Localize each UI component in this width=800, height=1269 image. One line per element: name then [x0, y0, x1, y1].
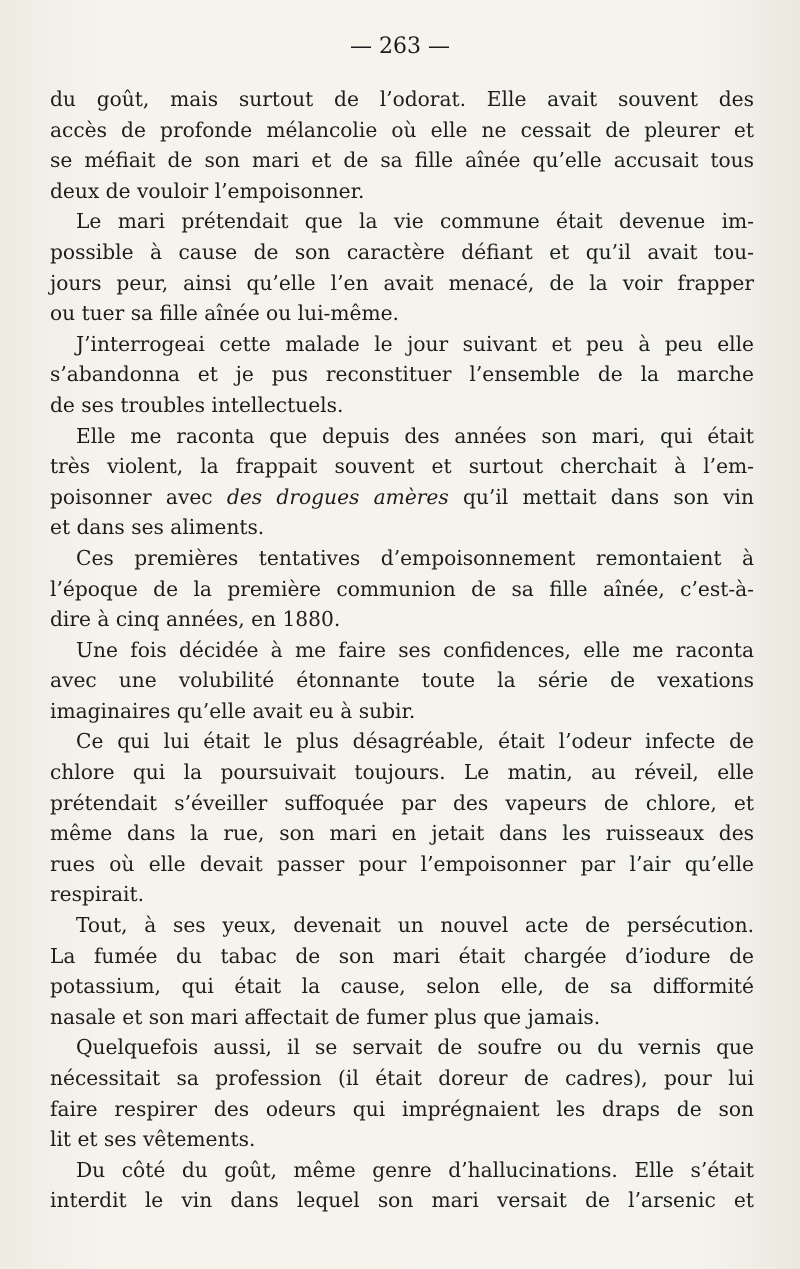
text-line: jours peur, ainsi qu’elle l’en avait menacé, de la voir frapper: [50, 270, 754, 295]
paragraph-6: [50, 635, 754, 727]
text-line: Quelquefois aussi, il se servait de soufre ou du vernis que: [76, 1035, 754, 1060]
text-line: J’interrogeai cette malade le jour suivant et peu à peu elle: [76, 331, 754, 356]
text-line: dire à cinq années, en 1880.: [50, 607, 341, 632]
text-line: deux de vouloir l’empoisonner.: [50, 178, 365, 203]
text-line: de ses troubles intellectuels.: [50, 392, 344, 417]
text-line: s’abandonna et je pus reconstituer l’ensemble de la marche: [50, 362, 754, 387]
text-line: Tout, à ses yeux, devenait un nouvel acte de persécution.: [76, 913, 754, 938]
text-run: poisonner avec: [50, 484, 227, 509]
text-line: imaginaires qu’elle avait eu à subir.: [50, 698, 416, 723]
text-line: Elle me raconta que depuis des années son mari, qui était: [76, 423, 754, 448]
text-line: accès de profonde mélancolie où elle ne cessait de pleurer et: [50, 117, 754, 142]
paragraph-2: [50, 206, 754, 328]
text-line: nécessitait sa profession (il était doreur de cadres), pour lui: [50, 1066, 754, 1090]
paragraph-8: [50, 910, 754, 1032]
italic-phrase: des drogues amères: [226, 484, 449, 509]
text-line: même dans la rue, son mari en jetait dans les ruisseaux des: [50, 821, 754, 846]
paragraph-7: [50, 726, 754, 910]
text-run: qu’il mettait dans son vin: [448, 484, 754, 509]
text-line: interdit le vin dans lequel son mari versait de l’arsenic et: [50, 1188, 754, 1213]
text-line: très violent, la frappait souvent et surtout cherchait à l’em-: [50, 454, 754, 479]
paragraph-10: [50, 1155, 754, 1216]
text-line: rues où elle devait passer pour l’empoisonner par l’air qu’elle: [50, 851, 754, 876]
page-number: — 263 —: [350, 34, 450, 59]
body-text: [50, 84, 754, 1216]
text-line: Ce qui lui était le plus désagréable, était l’odeur infecte de: [76, 729, 754, 754]
text-line: l’époque de la première communion de sa fille aînée, c’est-à-: [50, 576, 754, 601]
paragraph-4: [50, 421, 754, 543]
text-line: lit et ses vêtements.: [50, 1127, 256, 1152]
paragraph-3: [50, 329, 754, 421]
text-line: prétendait s’éveiller suffoquée par des vapeurs de chlore, et: [50, 790, 754, 815]
text-line: La fumée du tabac de son mari était chargée d’iodure de: [50, 943, 754, 968]
text-line: Du côté du goût, même genre d’hallucinations. Elle s’était: [76, 1157, 754, 1182]
paragraph-1: [50, 84, 754, 206]
text-line: faire respirer des odeurs qui imprégnaient les draps de son: [50, 1096, 754, 1121]
text-line: nasale et son mari affectait de fumer plus que jamais.: [50, 1004, 601, 1029]
text-line: [50, 482, 754, 513]
text-line: Ces premières tentatives d’empoisonnement remontaient à: [76, 545, 754, 570]
text-line: ou tuer sa fille aînée ou lui-même.: [50, 301, 399, 326]
text-line: Le mari prétendait que la vie commune était devenue im-: [76, 209, 754, 234]
text-line: avec une volubilité étonnante toute la série de vexations: [50, 668, 754, 693]
text-line: respirait.: [50, 882, 145, 907]
text-line: possible à cause de son caractère défiant et qu’il avait tou-: [50, 239, 754, 264]
paragraph-9: [50, 1032, 754, 1154]
text-line: Une fois décidée à me faire ses confidences, elle me raconta: [76, 637, 754, 662]
text-line: et dans ses aliments.: [50, 515, 265, 540]
text-line: chlore qui la poursuivait toujours. Le matin, au réveil, elle: [50, 760, 754, 785]
text-line: potassium, qui était la cause, selon elle, de sa difformité: [50, 974, 754, 999]
paragraph-5: [50, 543, 754, 635]
text-line: se méfiait de son mari et de sa fille aînée qu’elle accusait tous: [50, 148, 754, 173]
text-line: du goût, mais surtout de l’odorat. Elle avait souvent des: [50, 87, 754, 111]
